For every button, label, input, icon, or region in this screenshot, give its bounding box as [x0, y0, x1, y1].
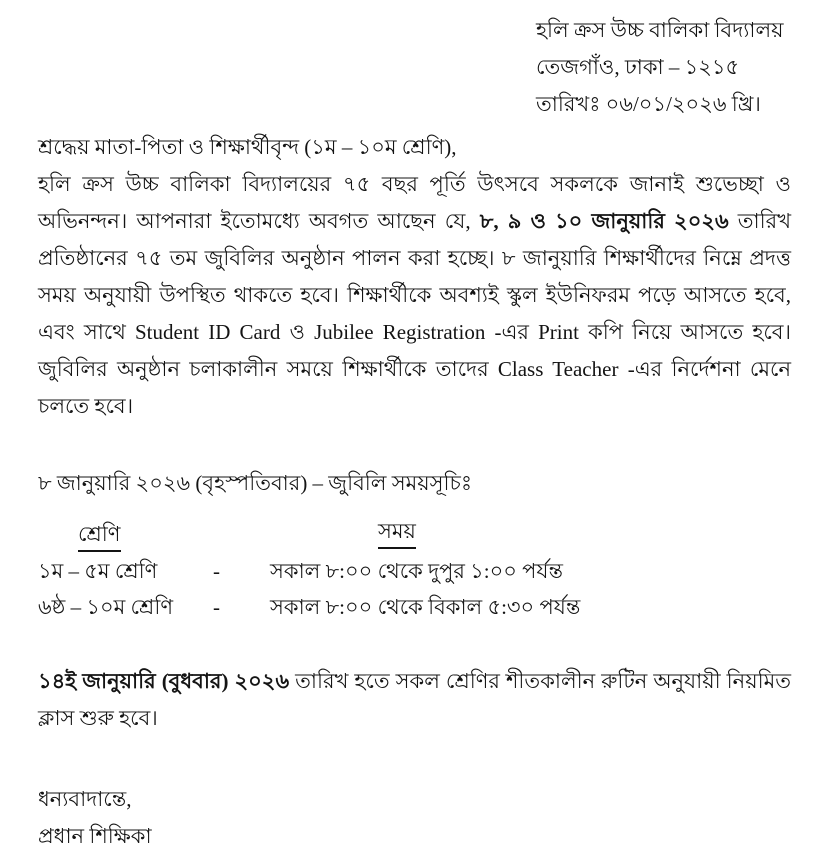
- letterhead: [536, 12, 791, 123]
- schedule-separator: -: [213, 559, 220, 583]
- schedule-separator: -: [213, 595, 220, 619]
- letter-date: তারিখঃ ০৬/০১/২০২৬ খ্রি।: [536, 92, 761, 116]
- school-name: হলি ক্রস উচ্চ বালিকা বিদ্যালয়: [536, 18, 784, 42]
- signoff-designation: প্রধান শিক্ষিকা: [38, 824, 152, 848]
- schedule-time: সকাল ৮:০০ থেকে দুপুর ১:০০ পর্যন্ত: [270, 559, 564, 583]
- schedule-column-headers: [38, 516, 791, 553]
- column-header-class: শ্রেণি: [78, 519, 121, 552]
- schedule-heading: ৮ জানুয়ারি ২০২৬ (বৃহস্পতিবার) – জুবিলি সময়সূচিঃ: [38, 471, 473, 495]
- schedule-class-range: ৬ষ্ঠ – ১০ম শ্রেণি: [38, 595, 174, 619]
- schedule-row: [38, 589, 791, 625]
- schedule-row: [38, 553, 791, 589]
- school-address: তেজগাঁও, ঢাকা – ১২১৫: [536, 55, 740, 79]
- closing-paragraph: ১৪ই জানুয়ারি (বুধবার) ২০২৬ তারিখ হতে সকল শ্রেণির শীতকালীন রুটিন অনুযায়ী নিয়মিত ক্লাস শুরু হবে।: [38, 669, 792, 730]
- signoff-thanks: ধন্যবাদান্তে,: [38, 787, 132, 811]
- greeting-line: শ্রদ্ধেয় মাতা-পিতা ও শিক্ষার্থীবৃন্দ (১ম – ১০ম শ্রেণি),: [38, 135, 457, 159]
- signoff-block: [38, 781, 791, 855]
- body-paragraph: হলি ক্রস উচ্চ বালিকা বিদ্যালয়ের ৭৫ বছর পূর্তি উৎসবে সকলকে জানাই শুভেচ্ছা ও অভিনন্দন। আপনারা ইতোমধ্যে অবগত আছেন যে, ৮, ৯ ও ১০ জানুয়ারি ২০২৬ তারিখ প্রতিষ্ঠানের ৭৫ তম জুবিলির অনুষ্ঠান পালন করা হচ্ছে। ৮ জানুয়ারি শিক্ষার্থীদের নিম্নে প্রদত্ত সময় অনুযায়ী উপস্থিত থাকতে হবে। শিক্ষার্থীকে অবশ্যই স্কুল ইউনিফরম পড়ে আসতে হবে, এবং সাথে Student ID Card ও Jubilee Registration -এর Print কপি নিয়ে আসতে হবে। জুবিলির অনুষ্ঠান চলাকালীন সময়ে শিক্ষার্থীকে তাদের Class Teacher -এর নির্দেশনা মেনে চলতে হবে।: [38, 172, 791, 418]
- schedule-class-range: ১ম – ৫ম শ্রেণি: [38, 559, 158, 583]
- schedule-time: সকাল ৮:০০ থেকে বিকাল ৫:৩০ পর্যন্ত: [270, 595, 581, 619]
- column-header-time: সময়: [378, 516, 416, 549]
